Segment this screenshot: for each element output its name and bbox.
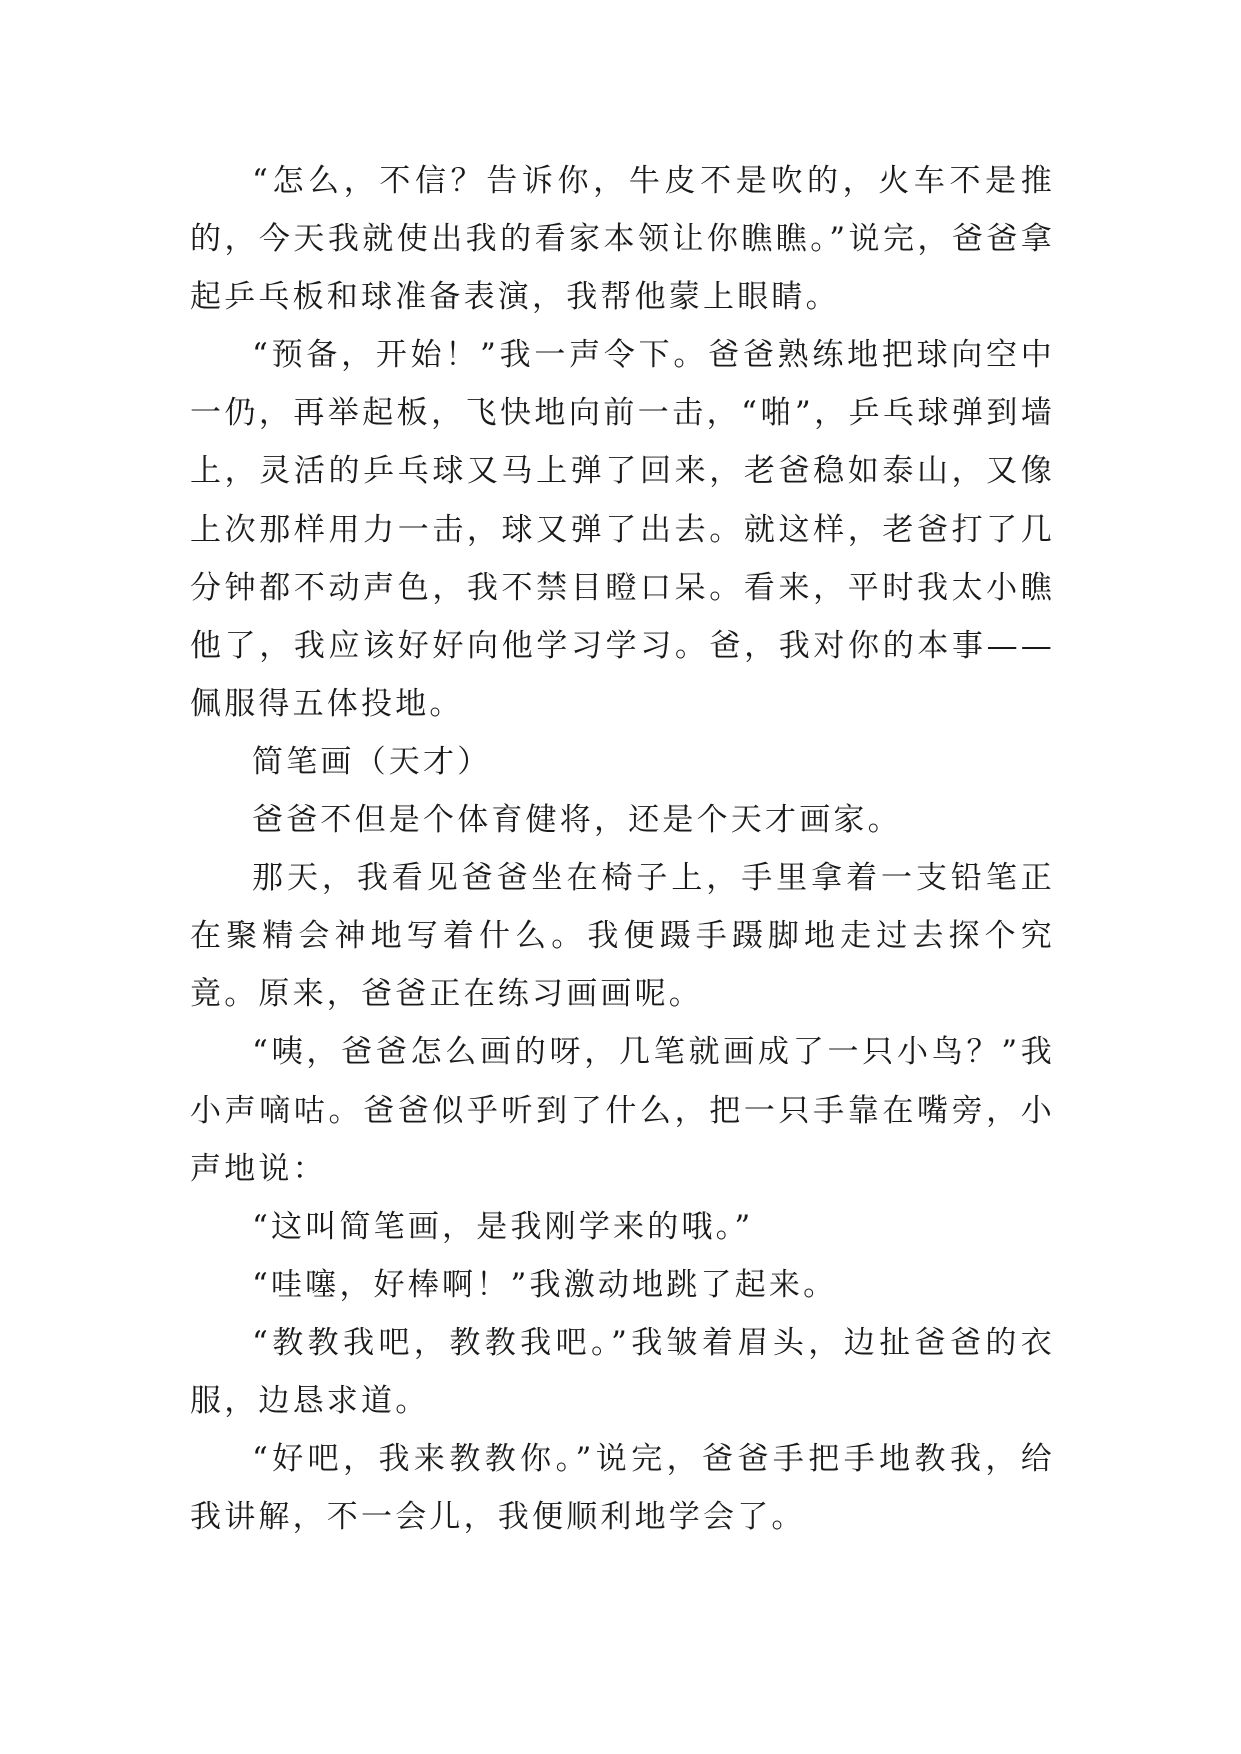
paragraph: 那天，我看见爸爸坐在椅子上，手里拿着一支铅笔正在聚精会神地写着什么。我便蹑手蹑脚地走过去探个究竟。原来，爸爸正在练习画画呢。 [190, 860, 1055, 1013]
paragraph: “教教我吧，教教我吧。”我皱着眉头，边扯爸爸的衣服，边恳求道。 [190, 1324, 1055, 1419]
paragraph: “怎么，不信？告诉你，牛皮不是吹的，火车不是推的，今天我就使出我的看家本领让你瞧瞧。”说完，爸爸拿起乒乓板和球准备表演，我帮他蒙上眼睛。 [190, 163, 1055, 316]
paragraph: “预备，开始！”我一声令下。爸爸熟练地把球向空中一仍，再举起板，飞快地向前一击，“啪”，乒乓球弹到墙上，灵活的乒乓球又马上弹了回来，老爸稳如泰山，又像上次那样用力一击，球又弹了出去。就这样，老爸打了几分钟都不动声色，我不禁目瞪口呆。看来，平时我太小瞧他了，我应该好好向他学习学习。爸，我对你的本事——佩服得五体投地。 [190, 337, 1055, 722]
paragraph: “好吧，我来教教你。”说完，爸爸手把手地教我，给我讲解，不一会儿，我便顺利地学会了。 [190, 1441, 1055, 1536]
paragraph: “咦，爸爸怎么画的呀，几笔就画成了一只小鸟？”我小声嘀咕。爸爸似乎听到了什么，把一只手靠在嘴旁，小声地说： [190, 1034, 1055, 1187]
section-heading: 简笔画（天才） [252, 743, 492, 780]
paragraph: “哇噻，好棒啊！”我激动地跳了起来。 [252, 1266, 838, 1303]
paragraph: “这叫简笔画，是我刚学来的哦。” [252, 1208, 754, 1245]
document-body [190, 152, 1055, 1546]
paragraph: 爸爸不但是个体育健将，还是个天才画家。 [252, 802, 902, 839]
